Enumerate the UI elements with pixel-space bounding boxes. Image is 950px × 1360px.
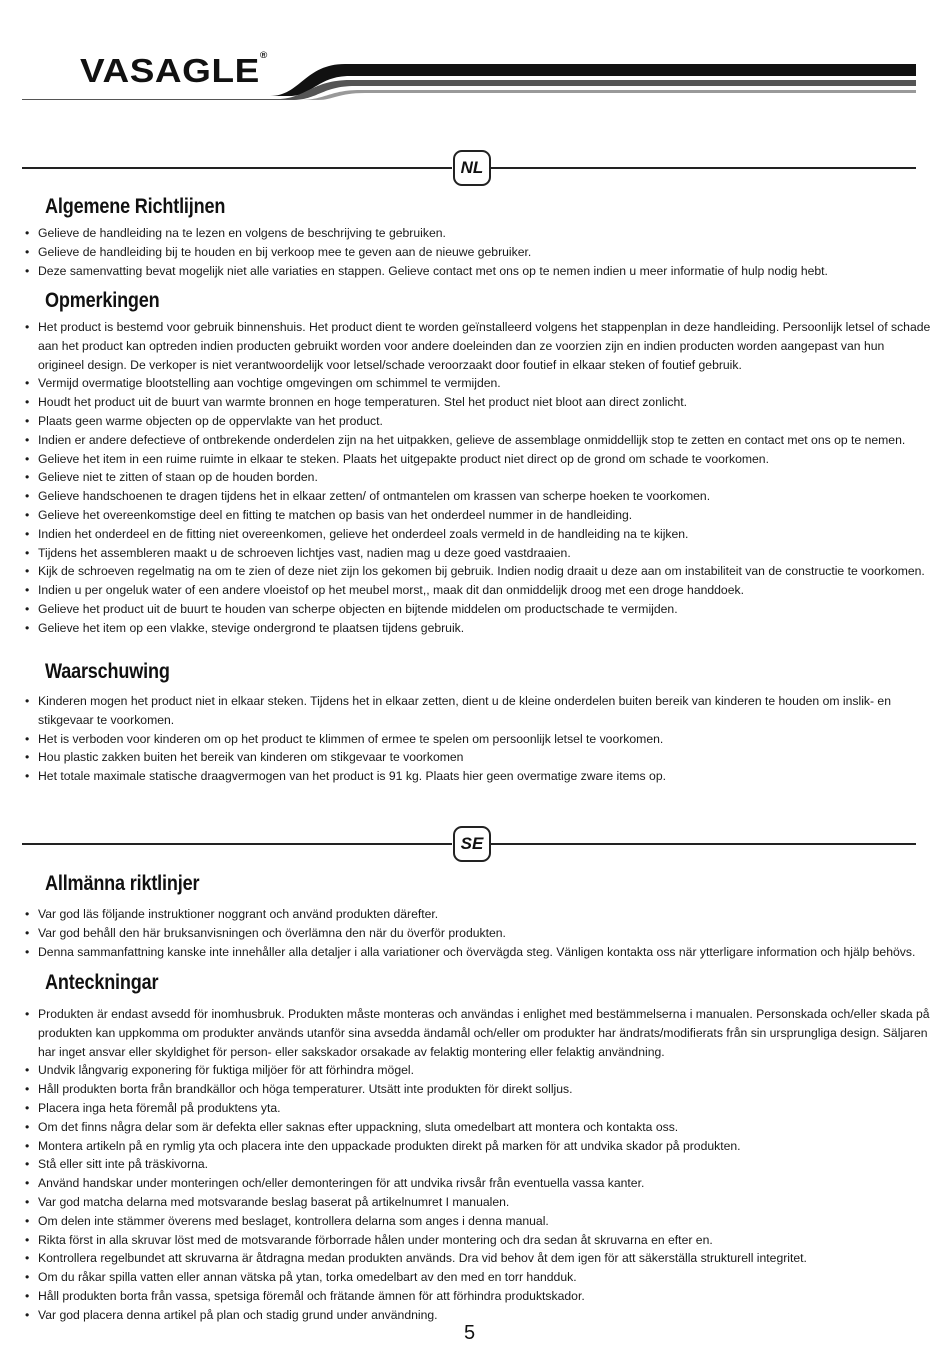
list-item: • Vermijd overmatige blootstelling aan vochtige omgevingen om schimmel te vermijden. — [22, 374, 932, 393]
list-item: • Het is verboden voor kinderen om op het product te klimmen of ermee te spelen om persoonlijk letsel te voorkomen. — [22, 730, 932, 749]
list-item: • Gelieve handschoenen te dragen tijdens het in elkaar zetten/ of ontmantelen om krassen van scherpe hoeken te voorkomen. — [22, 487, 932, 506]
list-item: • Gelieve het product uit de buurt te houden van scherpe objecten en bijtende middelen om productschade te vermijden. — [22, 600, 932, 619]
divider-line-right — [490, 167, 916, 169]
se-notes-list — [22, 1005, 932, 1325]
list-item: • Gelieve niet te zitten of staan op de houden borden. — [22, 468, 932, 487]
list-item: • Om det finns några delar som är defekta eller saknas efter uppackning, sluta omedelbart att montera och kontakta oss. — [22, 1118, 932, 1137]
se-language-badge: SE — [453, 826, 491, 862]
list-item: • Var god placera denna artikel på plan och stadig grund under användning. — [22, 1306, 932, 1325]
list-item: • Håll produkten borta från brandkällor och höga temperaturer. Utsätt inte produkten för direkt solljus. — [22, 1080, 932, 1099]
list-item: • Stå eller sitt inte på träskivorna. — [22, 1155, 932, 1174]
nl-notes-heading: Opmerkingen — [45, 289, 160, 312]
list-item: • Undvik långvarig exponering för fuktiga miljöer för att förhindra mögel. — [22, 1061, 932, 1080]
page-number: 5 — [464, 1322, 476, 1344]
list-item: • Houdt het product uit de buurt van warmte bronnen en hoge temperaturen. Stel het product niet bloot aan direct zonlicht. — [22, 393, 932, 412]
list-item: • Rikta först in alla skruvar löst med de motsvarande förborrade hålen under montering och dra sedan åt skruvarna en efter en. — [22, 1231, 932, 1250]
brand-logo — [80, 52, 268, 90]
list-item: • Produkten är endast avsedd för inomhusbruk. Produkten måste monteras och användas i enlighet med bestämmelserna i manualen. Personskada och/eller skada på produkten kan uppkomma om produkter används utanför sina avsedda ändamål och/eller om produkter har ändrats/modifierats från sin ursprungliga design. Säljaren har inget ansvar eller skyldighet för person- eller sakskador orsakade av felaktig montering eller felaktig användning. — [22, 1005, 932, 1061]
list-item: • Indien het onderdeel en de fitting niet overeenkomen, gelieve het onderdeel zoals vermeld in de handleiding na te kijken. — [22, 525, 932, 544]
divider-line-right — [490, 843, 916, 845]
list-item: • Deze samenvatting bevat mogelijk niet alle variaties en stappen. Gelieve contact met ons op te nemen indien u meer informatie of hulp nodig hebt. — [22, 262, 932, 281]
list-item: • Om du råkar spilla vatten eller annan vätska på ytan, torka omedelbart av den med en torr handduk. — [22, 1268, 932, 1287]
nl-section-divider — [22, 150, 916, 186]
list-item: • Om delen inte stämmer överens med beslaget, kontrollera delarna som anges i denna manual. — [22, 1212, 932, 1231]
nl-general-heading: Algemene Richtlijnen — [45, 195, 226, 218]
brand-name: VASAGLE — [80, 52, 260, 89]
list-item: • Gelieve het item op een vlakke, stevige ondergrond te plaatsen tijdens gebruik. — [22, 619, 932, 638]
list-item: • Gelieve het item in een ruime ruimte in elkaar te steken. Plaats het uitgepakte product niet direct op de grond om schade te voorkomen. — [22, 450, 932, 469]
list-item: • Använd handskar under monteringen och/eller demonteringen för att undvika rivsår från eventuella vassa kanter. — [22, 1174, 932, 1193]
se-general-list — [22, 905, 932, 961]
se-section-divider — [22, 826, 916, 862]
registered-mark: ® — [259, 50, 268, 60]
divider-line-left — [22, 167, 452, 169]
divider-line-left — [22, 843, 452, 845]
list-item: • Gelieve de handleiding bij te houden en bij verkoop mee te geven aan de nieuwe gebruiker. — [22, 243, 932, 262]
list-item: • Var god matcha delarna med motsvarande beslag baserat på artikelnumret I manualen. — [22, 1193, 932, 1212]
list-item: • Indien u per ongeluk water of een andere vloeistof op het meubel morst,, maak dit dan onmiddelijk droog met een droge handdoek. — [22, 581, 932, 600]
list-item: • Var god läs följande instruktioner noggrant och använd produkten därefter. — [22, 905, 932, 924]
list-item: • Var god behåll den här bruksanvisningen och överlämna den när du överför produkten. — [22, 924, 932, 943]
list-item: • Denna sammanfattning kanske inte innehåller alla detaljer i alla variationer och övervägda steg. Vänligen kontakta oss när ytterligare information och hjälp behövs. — [22, 943, 932, 962]
list-item: • Kontrollera regelbundet att skruvarna är åtdragna medan produkten används. Dra vid behov åt dem igen för att säkerställa strukturell integritet. — [22, 1249, 932, 1268]
list-item: • Indien er andere defectieve of ontbrekende onderdelen zijn na het uitpakken, gelieve de assemblage onmiddellijk stop te zetten en contact met ons op te nemen. — [22, 431, 932, 450]
list-item: • Håll produkten borta från vassa, spetsiga föremål och frätande ämnen för att förhindra produktskador. — [22, 1287, 932, 1306]
nl-notes-list — [22, 318, 932, 638]
list-item: • Kijk de schroeven regelmatig na om te zien of deze niet zijn los gekomen bij gebruik. Indien nodig draait u deze aan om instabiliteit van de constructie te voorkomen. — [22, 562, 932, 581]
list-item: • Gelieve de handleiding na te lezen en volgens de beschrijving te gebruiken. — [22, 224, 932, 243]
list-item: • Het product is bestemd voor gebruik binnenshuis. Het product dient te worden geïnstalleerd volgens het stappenplan in deze handleiding. Persoonlijk letsel of schade aan het product kan optreden indien producten gebruikt worden voor andere doeleinden dan ze voorzien zijn en indien producten worden aangepast van hun origineel design. De verkoper is niet verantwoordelijk voor letsel/schade veroorzaakt door foutief in elkaar steken of foutief gebruik. — [22, 318, 932, 374]
list-item: • Het totale maximale statische draagvermogen van het product is 91 kg. Plaats hier geen overmatige zware items op. — [22, 767, 932, 786]
list-item: • Gelieve het overeenkomstige deel en fitting te matchen op basis van het onderdeel nummer in de handleiding. — [22, 506, 932, 525]
list-item: • Hou plastic zakken buiten het bereik van kinderen om stikgevaar te voorkomen — [22, 748, 932, 767]
nl-general-list — [22, 224, 932, 280]
se-general-heading: Allmänna riktlinjer — [45, 872, 200, 895]
list-item: • Placera inga heta föremål på produktens yta. — [22, 1099, 932, 1118]
se-notes-heading: Anteckningar — [45, 971, 159, 994]
nl-warning-heading: Waarschuwing — [45, 660, 170, 683]
page-header — [0, 0, 950, 110]
nl-warning-list — [22, 692, 932, 786]
list-item: • Montera artikeln på en rymlig yta och placera inte den uppackade produkten direkt på marken för att undvika skador på produkten. — [22, 1137, 932, 1156]
list-item: • Kinderen mogen het product niet in elkaar steken. Tijdens het in elkaar zetten, dient u de kleine onderdelen buiten bereik van kinderen te houden om inslik- en stikgevaar te voorkomen. — [22, 692, 932, 730]
nl-language-badge: NL — [453, 150, 491, 186]
list-item: • Tijdens het assembleren maakt u de schroeven lichtjes vast, nadien mag u deze goed vastdraaien. — [22, 544, 932, 563]
list-item: • Plaats geen warme objecten op de oppervlakte van het product. — [22, 412, 932, 431]
